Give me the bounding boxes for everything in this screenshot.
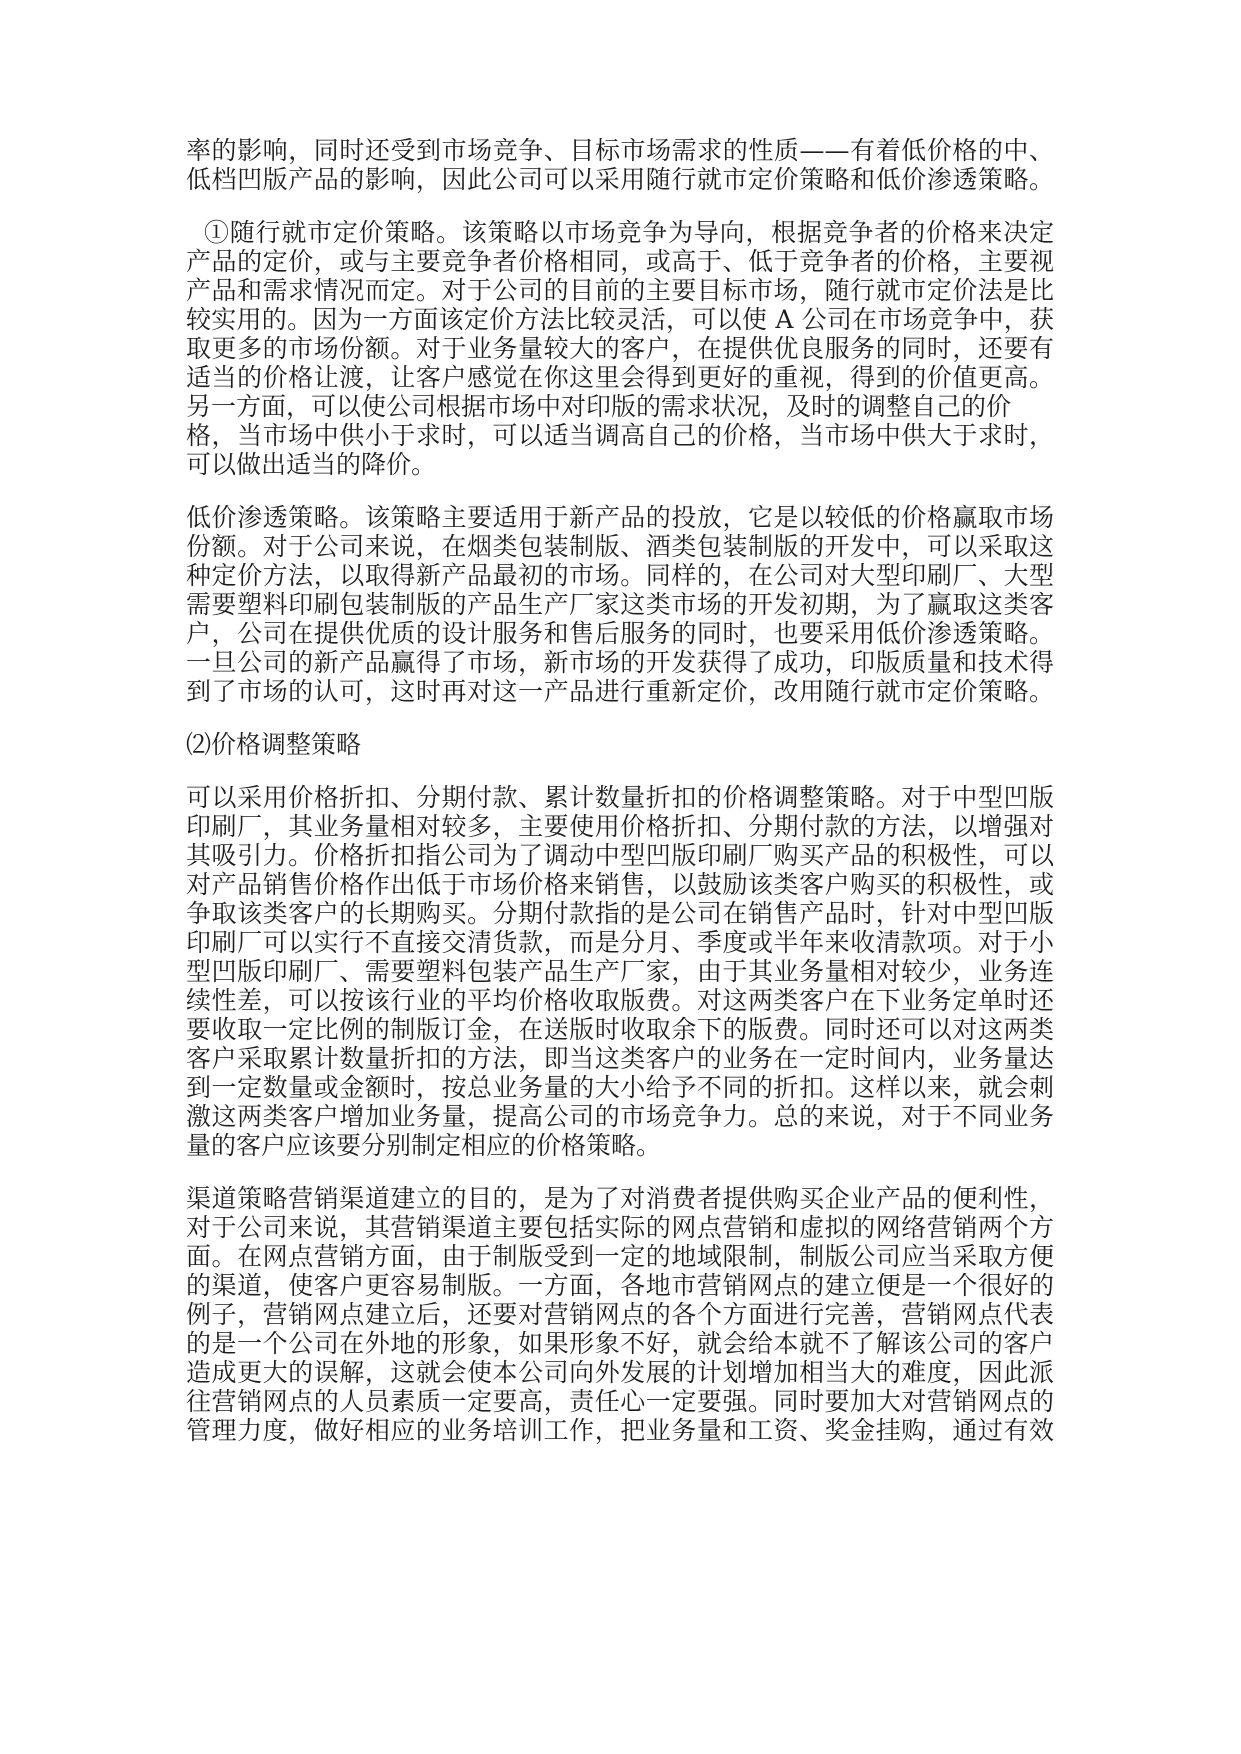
text-line: 份额。对于公司来说，在烟类包装制版、酒类包装制版的开发中，可以采取这	[186, 532, 1054, 561]
market-rate-pricing-paragraph	[186, 218, 1054, 479]
text-line: 低档凹版产品的影响，因此公司可以采用随行就市定价策略和低价渗透策略。	[186, 165, 1054, 194]
text-line: 到一定数量或金额时，按总业务量的大小给予不同的折扣。这样以来，就会刺	[186, 1073, 1054, 1102]
text-line: 客户采取累计数量折扣的方法，即当这类客户的业务在一定时间内，业务量达	[186, 1044, 1054, 1073]
text-line: 可以采用价格折扣、分期付款、累计数量折扣的价格调整策略。对于中型凹版	[186, 783, 1054, 812]
text-line: 造成更大的误解，这就会使本公司向外发展的计划增加相当大的难度，因此派	[186, 1358, 1054, 1387]
text-line: 适当的价格让渡，让客户感觉在你这里会得到更好的重视，得到的价值更高。	[186, 363, 1054, 392]
document-body	[186, 136, 1054, 1445]
text-line: 争取该类客户的长期购买。分期付款指的是公司在销售产品时，针对中型凹版	[186, 899, 1054, 928]
text-line: 一旦公司的新产品赢得了市场，新市场的开发获得了成功，印版质量和技术得	[186, 648, 1054, 677]
text-line: 的是一个公司在外地的形象，如果形象不好，就会给本就不了解该公司的客户	[186, 1329, 1054, 1358]
text-line: 到了市场的认可，这时再对这一产品进行重新定价，改用随行就市定价策略。	[186, 677, 1054, 706]
text-line: 较实用的。因为一方面该定价方法比较灵活，可以使 A 公司在市场竞争中，获	[186, 305, 1054, 334]
text-line: 要收取一定比例的制版订金，在送版时收取余下的版费。同时还可以对这两类	[186, 1015, 1054, 1044]
text-line: 面。在网点营销方面，由于制版受到一定的地域限制，制版公司应当采取方便	[186, 1242, 1054, 1271]
text-line: 对于公司来说，其营销渠道主要包括实际的网点营销和虚拟的网络营销两个方	[186, 1213, 1054, 1242]
text-line: 产品和需求情况而定。对于公司的目前的主要目标市场，随行就市定价法是比	[186, 276, 1054, 305]
text-line: 其吸引力。价格折扣指公司为了调动中型凹版印刷厂购买产品的积极性，可以	[186, 841, 1054, 870]
text-line: 印刷厂可以实行不直接交清货款，而是分月、季度或半年来收清款项。对于小	[186, 928, 1054, 957]
text-line: 低价渗透策略。该策略主要适用于新产品的投放，它是以较低的价格赢取市场	[186, 503, 1054, 532]
text-line: 续性差，可以按该行业的平均价格收取版费。对这两类客户在下业务定单时还	[186, 986, 1054, 1015]
text-line: 印刷厂，其业务量相对较多，主要使用价格折扣、分期付款的方法，以增强对	[186, 812, 1054, 841]
penetration-pricing-paragraph	[186, 503, 1054, 706]
text-line: 可以做出适当的降价。	[186, 450, 437, 479]
text-line: 对产品销售价格作出低于市场价格来销售，以鼓励该类客户购买的积极性，或	[186, 870, 1054, 899]
text-line: 型凹版印刷厂、需要塑料包装产品生产厂家，由于其业务量相对较少，业务连	[186, 957, 1054, 986]
text-line: 往营销网点的人员素质一定要高，责任心一定要强。同时要加大对营销网点的	[186, 1387, 1054, 1416]
text-line: 管理力度，做好相应的业务培训工作，把业务量和工资、奖金挂购，通过有效	[186, 1416, 1054, 1445]
text-line: 激这两类客户增加业务量，提高公司的市场竞争力。总的来说，对于不同业务	[186, 1102, 1054, 1131]
text-line: 格，当市场中供小于求时，可以适当调高自己的价格，当市场中供大于求时，	[186, 421, 1054, 450]
text-line: 例子，营销网点建立后，还要对营销网点的各个方面进行完善，营销网点代表	[186, 1300, 1054, 1329]
text-line: 产品的定价，或与主要竞争者价格相同，或高于、低于竞争者的价格，主要视	[186, 247, 1054, 276]
text-line: 另一方面，可以使公司根据市场中对印版的需求状况，及时的调整自己的价	[186, 392, 1012, 421]
text-line: 率的影响，同时还受到市场竞争、目标市场需求的性质——有着低价格的中、	[186, 136, 1054, 165]
price-adjustment-paragraph	[186, 783, 1054, 1160]
text-line: 渠道策略营销渠道建立的目的，是为了对消费者提供购买企业产品的便利性，	[186, 1184, 1054, 1213]
text-line: ①随行就市定价策略。该策略以市场竞争为导向，根据竞争者的价格来决定	[204, 218, 1054, 247]
text-line: 量的客户应该要分别制定相应的价格策略。	[186, 1131, 662, 1160]
text-line: 的渠道，使客户更容易制版。一方面，各地市营销网点的建立便是一个很好的	[186, 1271, 1054, 1300]
channel-strategy-paragraph	[186, 1184, 1054, 1445]
text-line: 取更多的市场份额。对于业务量较大的客户，在提供优良服务的同时，还要有	[186, 334, 1054, 363]
text-line: 需要塑料印刷包装制版的产品生产厂家这类市场的开发初期，为了赢取这类客	[186, 590, 1054, 619]
section-heading: ⑵价格调整策略	[186, 730, 362, 759]
text-line: 户，公司在提供优质的设计服务和售后服务的同时，也要采用低价渗透策略。	[186, 619, 1054, 648]
price-adjustment-heading	[186, 730, 1054, 759]
intro-paragraph	[186, 136, 1054, 194]
text-line: 种定价方法，以取得新产品最初的市场。同样的，在公司对大型印刷厂、大型	[186, 561, 1054, 590]
